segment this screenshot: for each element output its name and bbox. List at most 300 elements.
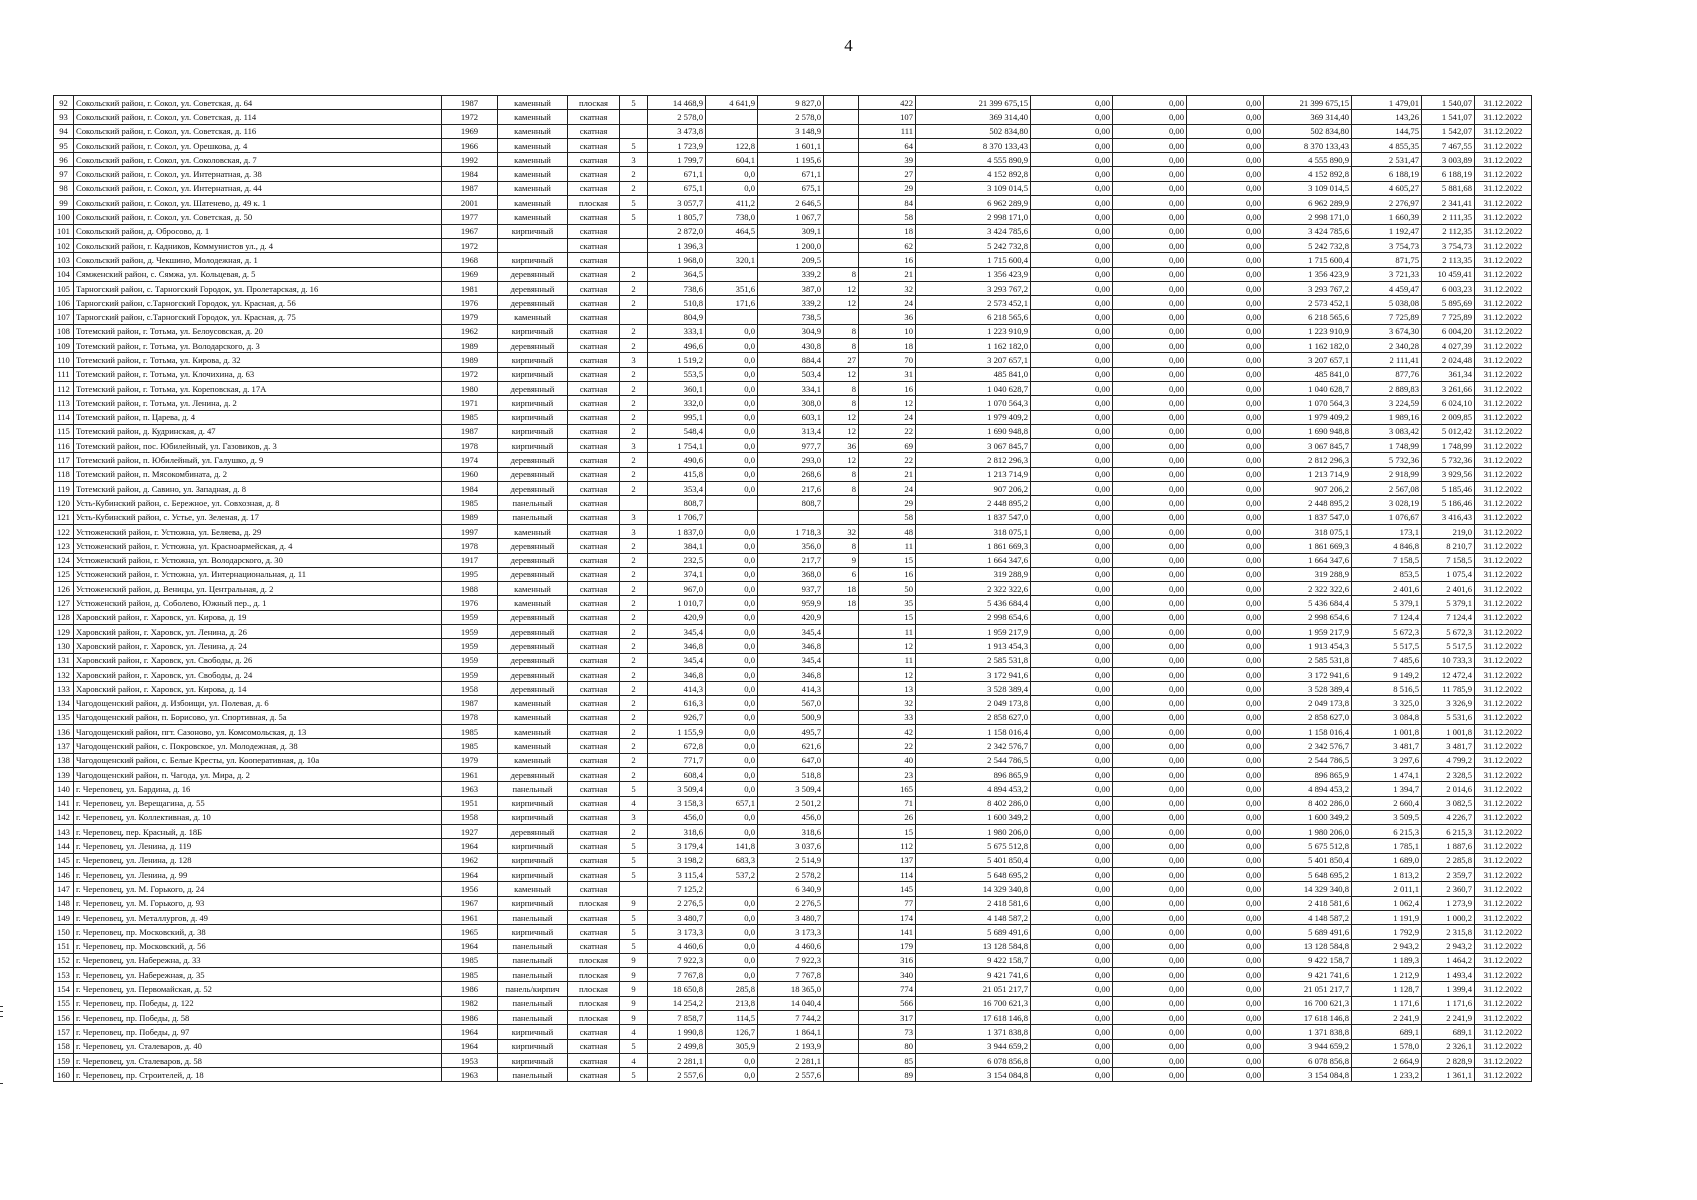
floors-cell — [620, 882, 648, 896]
nonresidential-area-cell: 0,0 — [706, 610, 758, 624]
roof-type-cell: скатная — [568, 353, 620, 367]
roof-type-cell: скатная — [568, 524, 620, 538]
floors-cell: 4 — [620, 1025, 648, 1039]
nonresidential-area-cell: 0,0 — [706, 968, 758, 982]
address-cell: Харовский район, г. Харовск, ул. Ленина, д. 26 — [74, 624, 442, 638]
residents-cell: 31 — [859, 367, 916, 381]
residential-area-cell: 308,0 — [758, 396, 824, 410]
residents-cell: 62 — [859, 238, 916, 252]
regional-budget-cell: 0,00 — [1113, 1025, 1187, 1039]
fund-cell: 0,00 — [1031, 896, 1113, 910]
year-cell: 1967 — [442, 224, 498, 238]
deadline-cell: 31.12.2022 — [1475, 267, 1532, 281]
owners-funds-cell: 369 314,40 — [1264, 110, 1352, 124]
apartments-cell — [824, 710, 859, 724]
nonresidential-area-cell — [706, 238, 758, 252]
residential-area-cell: 937,7 — [758, 582, 824, 596]
apartments-cell — [824, 196, 859, 210]
cost-per-sqm-cell: 6 215,3 — [1352, 825, 1422, 839]
total-cost-cell: 1 162 182,0 — [916, 339, 1031, 353]
total-cost-cell: 21 399 675,15 — [916, 96, 1031, 110]
table-row — [54, 810, 1532, 824]
local-budget-cell: 0,00 — [1187, 939, 1264, 953]
residential-area-cell: 217,7 — [758, 553, 824, 567]
residential-area-cell: 3 480,7 — [758, 910, 824, 924]
local-budget-cell: 0,00 — [1187, 710, 1264, 724]
year-cell: 1997 — [442, 524, 498, 538]
nonresidential-area-cell: 0,0 — [706, 939, 758, 953]
total-cost-cell: 3 528 389,4 — [916, 682, 1031, 696]
roof-type-cell: скатная — [568, 610, 620, 624]
cost-per-sqm-cell: 2 111,41 — [1352, 353, 1422, 367]
year-cell: 1958 — [442, 810, 498, 824]
regional-budget-cell: 0,00 — [1113, 281, 1187, 295]
nonresidential-area-cell: 0,0 — [706, 925, 758, 939]
max-cost-per-sqm-cell: 1 361,1 — [1422, 1068, 1475, 1082]
max-cost-per-sqm-cell: 10 733,3 — [1422, 653, 1475, 667]
row-number-cell: 101 — [54, 224, 74, 238]
row-number-cell: 149 — [54, 910, 74, 924]
table-row — [54, 396, 1532, 410]
wall-material-cell: панельный — [498, 939, 568, 953]
residential-area-cell: 647,0 — [758, 753, 824, 767]
owners-funds-cell: 907 206,2 — [1264, 482, 1352, 496]
local-budget-cell: 0,00 — [1187, 96, 1264, 110]
regional-budget-cell: 0,00 — [1113, 453, 1187, 467]
apartments-cell — [824, 782, 859, 796]
residents-cell: 29 — [859, 181, 916, 195]
regional-budget-cell: 0,00 — [1113, 796, 1187, 810]
total-area-cell: 360,1 — [648, 381, 706, 395]
row-number-cell: 119 — [54, 482, 74, 496]
total-cost-cell: 896 865,9 — [916, 767, 1031, 781]
owners-funds-cell: 5 401 850,4 — [1264, 853, 1352, 867]
fund-cell: 0,00 — [1031, 339, 1113, 353]
row-number-cell: 144 — [54, 839, 74, 853]
residential-area-cell: 345,4 — [758, 653, 824, 667]
address-cell: Сокольский район, г. Сокол, ул. Орешкова, д. 4 — [74, 138, 442, 152]
floors-cell: 3 — [620, 510, 648, 524]
roof-type-cell: скатная — [568, 424, 620, 438]
cost-per-sqm-cell: 2 567,08 — [1352, 482, 1422, 496]
total-area-cell: 7 767,8 — [648, 968, 706, 982]
total-cost-cell: 1 371 838,8 — [916, 1025, 1031, 1039]
roof-type-cell: скатная — [568, 124, 620, 138]
residential-area-cell: 9 827,0 — [758, 96, 824, 110]
owners-funds-cell: 4 894 453,2 — [1264, 782, 1352, 796]
year-cell: 1971 — [442, 396, 498, 410]
cost-per-sqm-cell: 2 664,9 — [1352, 1053, 1422, 1067]
year-cell: 1985 — [442, 739, 498, 753]
residential-area-cell: 675,1 — [758, 181, 824, 195]
table-row — [54, 653, 1532, 667]
local-budget-cell: 0,00 — [1187, 381, 1264, 395]
apartments-cell — [824, 310, 859, 324]
total-cost-cell: 1 356 423,9 — [916, 267, 1031, 281]
max-cost-per-sqm-cell: 11 785,9 — [1422, 682, 1475, 696]
total-area-cell: 346,8 — [648, 639, 706, 653]
total-area-cell: 1 396,3 — [648, 238, 706, 252]
regional-budget-cell: 0,00 — [1113, 524, 1187, 538]
year-cell: 1972 — [442, 110, 498, 124]
owners-funds-cell: 3 067 845,7 — [1264, 439, 1352, 453]
apartments-cell — [824, 953, 859, 967]
local-budget-cell: 0,00 — [1187, 396, 1264, 410]
residential-area-cell: 2 514,9 — [758, 853, 824, 867]
wall-material-cell: кирпичный — [498, 396, 568, 410]
max-cost-per-sqm-cell: 3 261,66 — [1422, 381, 1475, 395]
row-number-cell: 110 — [54, 353, 74, 367]
address-cell: г. Череповец, ул. М. Горького, д. 93 — [74, 896, 442, 910]
total-cost-cell: 2 998 654,6 — [916, 610, 1031, 624]
nonresidential-area-cell: 0,0 — [706, 739, 758, 753]
total-area-cell: 456,0 — [648, 810, 706, 824]
local-budget-cell: 0,00 — [1187, 524, 1264, 538]
year-cell: 1962 — [442, 324, 498, 338]
total-cost-cell: 2 585 531,8 — [916, 653, 1031, 667]
year-cell: 1988 — [442, 582, 498, 596]
row-number-cell: 122 — [54, 524, 74, 538]
floors-cell: 2 — [620, 653, 648, 667]
roof-type-cell: скатная — [568, 653, 620, 667]
apartments-cell — [824, 896, 859, 910]
local-budget-cell: 0,00 — [1187, 1011, 1264, 1025]
address-cell: Тотемский район, д. Кудринская, д. 47 — [74, 424, 442, 438]
owners-funds-cell: 4 148 587,2 — [1264, 910, 1352, 924]
table-row — [54, 410, 1532, 424]
wall-material-cell: каменный — [498, 96, 568, 110]
housing-table-container — [53, 95, 1532, 1082]
table-row — [54, 210, 1532, 224]
row-number-cell: 92 — [54, 96, 74, 110]
nonresidential-area-cell: 464,5 — [706, 224, 758, 238]
regional-budget-cell: 0,00 — [1113, 510, 1187, 524]
deadline-cell: 31.12.2022 — [1475, 210, 1532, 224]
floors-cell: 5 — [620, 925, 648, 939]
residents-cell: 33 — [859, 710, 916, 724]
fund-cell: 0,00 — [1031, 825, 1113, 839]
roof-type-cell: скатная — [568, 181, 620, 195]
residents-cell: 22 — [859, 453, 916, 467]
deadline-cell: 31.12.2022 — [1475, 324, 1532, 338]
address-cell: Чагодощенский район, п. Борисово, ул. Спортивная, д. 5а — [74, 710, 442, 724]
cost-per-sqm-cell: 3 481,7 — [1352, 739, 1422, 753]
residents-cell: 89 — [859, 1068, 916, 1082]
residents-cell: 85 — [859, 1053, 916, 1067]
regional-budget-cell: 0,00 — [1113, 868, 1187, 882]
fund-cell: 0,00 — [1031, 482, 1113, 496]
address-cell: Тотемский район, г. Тотьма, ул. Клочихина, д. 63 — [74, 367, 442, 381]
year-cell: 1989 — [442, 510, 498, 524]
owners-funds-cell: 6 962 289,9 — [1264, 196, 1352, 210]
nonresidential-area-cell — [706, 510, 758, 524]
floors-cell — [620, 253, 648, 267]
roof-type-cell: скатная — [568, 710, 620, 724]
apartments-cell — [824, 1025, 859, 1039]
table-row — [54, 696, 1532, 710]
deadline-cell: 31.12.2022 — [1475, 510, 1532, 524]
wall-material-cell: деревянный — [498, 767, 568, 781]
table-row — [54, 196, 1532, 210]
residential-area-cell: 334,1 — [758, 381, 824, 395]
row-number-cell: 120 — [54, 496, 74, 510]
wall-material-cell: кирпичный — [498, 896, 568, 910]
total-area-cell: 3 473,8 — [648, 124, 706, 138]
address-cell: Сокольский район, г. Сокол, ул. Шатенево, д. 49 к. 1 — [74, 196, 442, 210]
apartments-cell: 12 — [824, 410, 859, 424]
max-cost-per-sqm-cell: 2 285,8 — [1422, 853, 1475, 867]
scan-edge-mark — [0, 1016, 3, 1017]
floors-cell — [620, 124, 648, 138]
fund-cell: 0,00 — [1031, 767, 1113, 781]
address-cell: Устюженский район, г. Устюжна, ул. Володарского, д. 30 — [74, 553, 442, 567]
owners-funds-cell: 318 075,1 — [1264, 524, 1352, 538]
wall-material-cell: панельный — [498, 996, 568, 1010]
cost-per-sqm-cell: 5 672,3 — [1352, 624, 1422, 638]
cost-per-sqm-cell: 689,1 — [1352, 1025, 1422, 1039]
local-budget-cell: 0,00 — [1187, 968, 1264, 982]
local-budget-cell: 0,00 — [1187, 424, 1264, 438]
row-number-cell: 115 — [54, 424, 74, 438]
deadline-cell: 31.12.2022 — [1475, 767, 1532, 781]
wall-material-cell: деревянный — [498, 339, 568, 353]
residents-cell: 316 — [859, 953, 916, 967]
total-area-cell: 616,3 — [648, 696, 706, 710]
fund-cell: 0,00 — [1031, 953, 1113, 967]
max-cost-per-sqm-cell: 1 399,4 — [1422, 982, 1475, 996]
address-cell: г. Череповец, пр. Строителей, д. 18 — [74, 1068, 442, 1082]
deadline-cell: 31.12.2022 — [1475, 410, 1532, 424]
residential-area-cell: 2 646,5 — [758, 196, 824, 210]
regional-budget-cell: 0,00 — [1113, 110, 1187, 124]
row-number-cell: 111 — [54, 367, 74, 381]
local-budget-cell: 0,00 — [1187, 825, 1264, 839]
deadline-cell: 31.12.2022 — [1475, 653, 1532, 667]
wall-material-cell: деревянный — [498, 667, 568, 681]
table-row — [54, 324, 1532, 338]
wall-material-cell: кирпичный — [498, 853, 568, 867]
floors-cell: 5 — [620, 196, 648, 210]
cost-per-sqm-cell: 3 224,59 — [1352, 396, 1422, 410]
apartments-cell: 8 — [824, 539, 859, 553]
wall-material-cell: каменный — [498, 739, 568, 753]
scan-edge-mark — [0, 1011, 3, 1012]
address-cell: Сокольский район, г. Сокол, ул. Советская, д. 64 — [74, 96, 442, 110]
residential-area-cell: 500,9 — [758, 710, 824, 724]
total-cost-cell: 3 944 659,2 — [916, 1039, 1031, 1053]
apartments-cell — [824, 1011, 859, 1025]
floors-cell: 5 — [620, 1068, 648, 1082]
table-row — [54, 339, 1532, 353]
regional-budget-cell: 0,00 — [1113, 782, 1187, 796]
fund-cell: 0,00 — [1031, 253, 1113, 267]
table-row — [54, 353, 1532, 367]
year-cell: 1974 — [442, 453, 498, 467]
fund-cell: 0,00 — [1031, 224, 1113, 238]
regional-budget-cell: 0,00 — [1113, 968, 1187, 982]
owners-funds-cell: 1 980 206,0 — [1264, 825, 1352, 839]
wall-material-cell: каменный — [498, 882, 568, 896]
table-row — [54, 868, 1532, 882]
cost-per-sqm-cell: 2 401,6 — [1352, 582, 1422, 596]
residential-area-cell: 3 509,4 — [758, 782, 824, 796]
wall-material-cell: деревянный — [498, 553, 568, 567]
owners-funds-cell: 1 158 016,4 — [1264, 725, 1352, 739]
apartments-cell — [824, 639, 859, 653]
table-row — [54, 482, 1532, 496]
floors-cell: 2 — [620, 453, 648, 467]
floors-cell: 2 — [620, 539, 648, 553]
apartments-cell — [824, 167, 859, 181]
deadline-cell: 31.12.2022 — [1475, 1053, 1532, 1067]
cost-per-sqm-cell: 1 191,9 — [1352, 910, 1422, 924]
wall-material-cell: кирпичный — [498, 224, 568, 238]
apartments-cell — [824, 153, 859, 167]
total-area-cell: 345,4 — [648, 653, 706, 667]
apartments-cell — [824, 1068, 859, 1082]
row-number-cell: 103 — [54, 253, 74, 267]
fund-cell: 0,00 — [1031, 281, 1113, 295]
year-cell: 1960 — [442, 467, 498, 481]
nonresidential-area-cell: 0,0 — [706, 753, 758, 767]
scan-edge-mark — [0, 1083, 3, 1084]
cost-per-sqm-cell: 2 011,1 — [1352, 882, 1422, 896]
address-cell: Тарногский район, с.Тарногский Городок, ул. Красная, д. 56 — [74, 296, 442, 310]
table-row — [54, 753, 1532, 767]
max-cost-per-sqm-cell: 7 158,5 — [1422, 553, 1475, 567]
fund-cell: 0,00 — [1031, 1025, 1113, 1039]
residents-cell: 58 — [859, 510, 916, 524]
fund-cell: 0,00 — [1031, 1053, 1113, 1067]
regional-budget-cell: 0,00 — [1113, 810, 1187, 824]
wall-material-cell: панельный — [498, 782, 568, 796]
max-cost-per-sqm-cell: 3 416,43 — [1422, 510, 1475, 524]
residents-cell: 69 — [859, 439, 916, 453]
fund-cell: 0,00 — [1031, 410, 1113, 424]
max-cost-per-sqm-cell: 1 887,6 — [1422, 839, 1475, 853]
regional-budget-cell: 0,00 — [1113, 953, 1187, 967]
residents-cell: 18 — [859, 339, 916, 353]
deadline-cell: 31.12.2022 — [1475, 138, 1532, 152]
residential-area-cell: 368,0 — [758, 567, 824, 581]
deadline-cell: 31.12.2022 — [1475, 281, 1532, 295]
table-row — [54, 953, 1532, 967]
roof-type-cell: скатная — [568, 624, 620, 638]
deadline-cell: 31.12.2022 — [1475, 982, 1532, 996]
row-number-cell: 94 — [54, 124, 74, 138]
nonresidential-area-cell: 141,8 — [706, 839, 758, 853]
year-cell: 1964 — [442, 939, 498, 953]
owners-funds-cell: 3 154 084,8 — [1264, 1068, 1352, 1082]
cost-per-sqm-cell: 2 889,83 — [1352, 381, 1422, 395]
row-number-cell: 128 — [54, 610, 74, 624]
total-area-cell: 1 968,0 — [648, 253, 706, 267]
total-area-cell: 14 254,2 — [648, 996, 706, 1010]
total-cost-cell: 1 861 669,3 — [916, 539, 1031, 553]
table-row — [54, 996, 1532, 1010]
max-cost-per-sqm-cell: 1 540,07 — [1422, 96, 1475, 110]
table-row — [54, 110, 1532, 124]
local-budget-cell: 0,00 — [1187, 453, 1264, 467]
roof-type-cell: скатная — [568, 925, 620, 939]
deadline-cell: 31.12.2022 — [1475, 553, 1532, 567]
owners-funds-cell: 21 399 675,15 — [1264, 96, 1352, 110]
max-cost-per-sqm-cell: 1 000,2 — [1422, 910, 1475, 924]
nonresidential-area-cell: 0,0 — [706, 596, 758, 610]
roof-type-cell: скатная — [568, 210, 620, 224]
fund-cell: 0,00 — [1031, 496, 1113, 510]
residents-cell: 12 — [859, 639, 916, 653]
cost-per-sqm-cell: 3 509,5 — [1352, 810, 1422, 824]
apartments-cell — [824, 810, 859, 824]
cost-per-sqm-cell: 1 233,2 — [1352, 1068, 1422, 1082]
address-cell: г. Череповец, ул. Ленина, д. 99 — [74, 868, 442, 882]
residents-cell: 32 — [859, 696, 916, 710]
wall-material-cell: деревянный — [498, 296, 568, 310]
deadline-cell: 31.12.2022 — [1475, 296, 1532, 310]
nonresidential-area-cell: 0,0 — [706, 653, 758, 667]
nonresidential-area-cell: 0,0 — [706, 1068, 758, 1082]
residents-cell: 16 — [859, 381, 916, 395]
row-number-cell: 124 — [54, 553, 74, 567]
table-row — [54, 624, 1532, 638]
floors-cell: 4 — [620, 796, 648, 810]
table-row — [54, 710, 1532, 724]
roof-type-cell: скатная — [568, 496, 620, 510]
address-cell: г. Череповец, пр. Московский, д. 38 — [74, 925, 442, 939]
residential-area-cell: 2 501,2 — [758, 796, 824, 810]
local-budget-cell: 0,00 — [1187, 482, 1264, 496]
total-cost-cell: 3 067 845,7 — [916, 439, 1031, 453]
floors-cell: 5 — [620, 939, 648, 953]
roof-type-cell: скатная — [568, 110, 620, 124]
local-budget-cell: 0,00 — [1187, 1068, 1264, 1082]
nonresidential-area-cell: 0,0 — [706, 367, 758, 381]
residential-area-cell: 339,2 — [758, 267, 824, 281]
max-cost-per-sqm-cell: 3 082,5 — [1422, 796, 1475, 810]
owners-funds-cell: 2 322 322,6 — [1264, 582, 1352, 596]
address-cell: Устюженский район, д. Соболево, Южный пер., д. 1 — [74, 596, 442, 610]
residents-cell: 174 — [859, 910, 916, 924]
floors-cell: 2 — [620, 424, 648, 438]
roof-type-cell: скатная — [568, 238, 620, 252]
nonresidential-area-cell: 0,0 — [706, 453, 758, 467]
address-cell: Тотемский район, г. Тотьма, ул. Ленина, д. 2 — [74, 396, 442, 410]
cost-per-sqm-cell: 7 158,5 — [1352, 553, 1422, 567]
residents-cell: 15 — [859, 610, 916, 624]
total-cost-cell: 6 078 856,8 — [916, 1053, 1031, 1067]
local-budget-cell: 0,00 — [1187, 882, 1264, 896]
residential-area-cell: 1 601,1 — [758, 138, 824, 152]
deadline-cell: 31.12.2022 — [1475, 467, 1532, 481]
floors-cell: 2 — [620, 825, 648, 839]
roof-type-cell: скатная — [568, 281, 620, 295]
wall-material-cell: кирпичный — [498, 1053, 568, 1067]
row-number-cell: 97 — [54, 167, 74, 181]
owners-funds-cell: 3 424 785,6 — [1264, 224, 1352, 238]
address-cell: г. Череповец, ул. Ленина, д. 128 — [74, 853, 442, 867]
apartments-cell — [824, 996, 859, 1010]
cost-per-sqm-cell: 1 128,7 — [1352, 982, 1422, 996]
year-cell: 1989 — [442, 339, 498, 353]
total-area-cell: 4 460,6 — [648, 939, 706, 953]
table-row — [54, 882, 1532, 896]
floors-cell: 2 — [620, 624, 648, 638]
year-cell: 1995 — [442, 567, 498, 581]
cost-per-sqm-cell: 144,75 — [1352, 124, 1422, 138]
fund-cell: 0,00 — [1031, 453, 1113, 467]
residents-cell: 12 — [859, 667, 916, 681]
